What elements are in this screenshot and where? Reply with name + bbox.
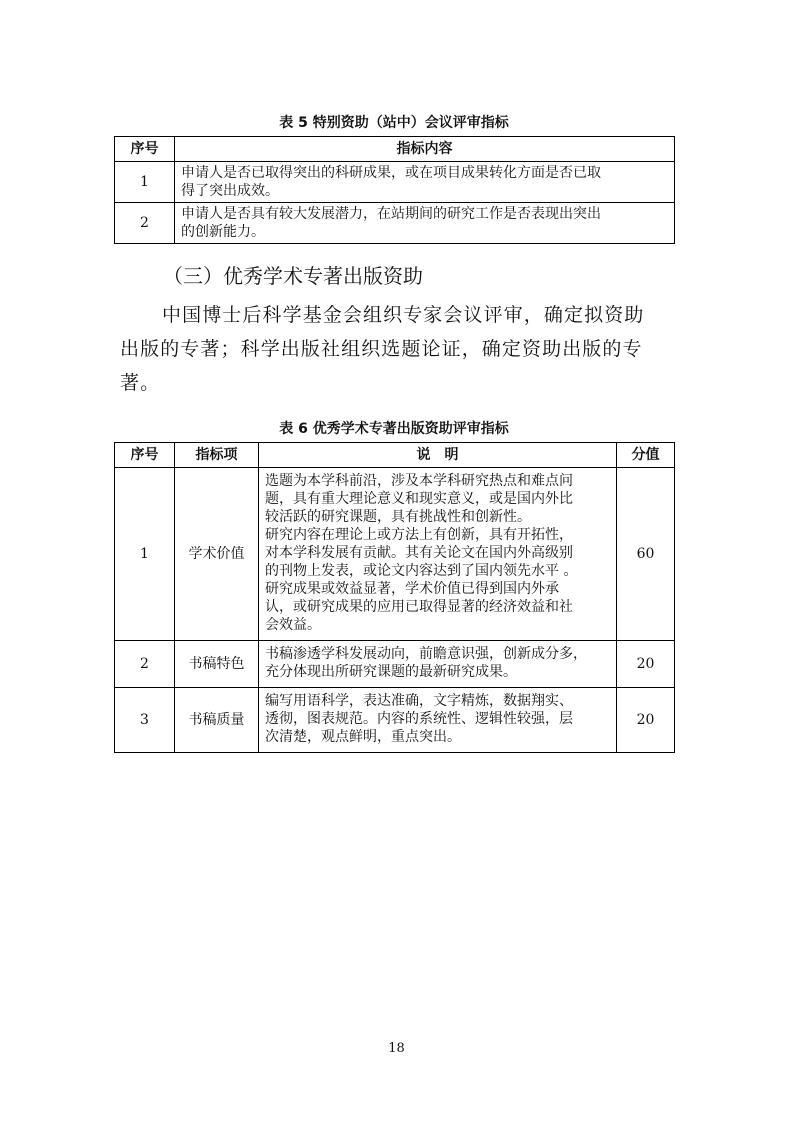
- cell-line: 编写用语科学，表达准确，文字精炼，数据翔实、: [265, 693, 573, 709]
- cell-line: 书稿渗透学科发展动向，前瞻意识强，创新成分多，: [265, 646, 587, 662]
- table6: [114, 442, 675, 753]
- table-row: [115, 468, 675, 641]
- table6-header-item: 指标项: [175, 443, 259, 468]
- paragraph-line: 中国博士后科学基金会组织专家会议评审，确定拟资助: [162, 304, 645, 326]
- table-row: [115, 688, 675, 753]
- table5-header-row: [115, 137, 675, 162]
- row-number: 1: [115, 468, 175, 641]
- paragraph-line: 著。: [120, 372, 161, 394]
- indicator-description: [259, 688, 617, 753]
- table-row: [115, 203, 675, 244]
- cell-line: 的刊物上发表，或论文内容达到了国内领先水平 。: [265, 563, 578, 579]
- score-value: 20: [617, 641, 675, 688]
- row-number: 2: [115, 203, 175, 244]
- table6-header-description: 说 明: [259, 443, 617, 468]
- cell-line: 选题为本学科前沿，涉及本学科研究热点和难点问: [265, 473, 573, 489]
- indicator-item: 书稿特色: [175, 641, 259, 688]
- indicator-description: [259, 641, 617, 688]
- cell-line: 会效益。: [265, 617, 321, 633]
- section-paragraph: [120, 298, 680, 400]
- cell-line: 研究成果或效益显著，学术价值已得到国内外承: [265, 581, 559, 597]
- table5: [114, 136, 675, 244]
- indicator-content: [175, 203, 675, 244]
- table6-header-no: 序号: [115, 443, 175, 468]
- row-number: 3: [115, 688, 175, 753]
- indicator-description: [259, 468, 617, 641]
- table6-header-row: [115, 443, 675, 468]
- cell-line: 申请人是否已取得突出的科研成果，或在项目成果转化方面是否已取: [181, 165, 601, 181]
- indicator-content: [175, 162, 675, 203]
- cell-line: 充分体现出所研究课题的最新研究成果。: [265, 664, 517, 680]
- row-number: 1: [115, 162, 175, 203]
- table5-header-content: 指标内容: [175, 137, 675, 162]
- table-row: [115, 641, 675, 688]
- table6-caption: 表 6 优秀学术专著出版资助评审指标: [279, 421, 509, 437]
- cell-line: 认，或研究成果的应用已取得显著的经济效益和社: [265, 599, 573, 615]
- cell-line: 研究内容在理论上或方法上有创新，具有开拓性，: [265, 527, 573, 543]
- page-number: 18: [388, 1041, 405, 1056]
- row-number: 2: [115, 641, 175, 688]
- table6-header-score: 分值: [617, 443, 675, 468]
- cell-line: 较活跃的研究课题，具有挑战性和创新性。: [265, 509, 531, 525]
- table5-header-no: 序号: [115, 137, 175, 162]
- cell-line: 对本学科发展有贡献。其有关论文在国内外高级别: [265, 545, 573, 561]
- score-value: 60: [617, 468, 675, 641]
- cell-line: 次清楚，观点鲜明，重点突出。: [265, 729, 461, 745]
- score-value: 20: [617, 688, 675, 753]
- cell-line: 透彻，图表规范。内容的系统性、逻辑性较强，层: [265, 711, 573, 727]
- cell-line: 题，具有重大理论意义和现实意义，或是国内外比: [265, 491, 573, 507]
- table5-caption: 表 5 特别资助（站中）会议评审指标: [279, 115, 509, 131]
- indicator-item: 学术价值: [175, 468, 259, 641]
- section-heading: （三）优秀学术专著出版资助: [163, 264, 423, 288]
- table-row: [115, 162, 675, 203]
- cell-line: 申请人是否具有较大发展潜力，在站期间的研究工作是否表现出突出: [181, 206, 601, 222]
- indicator-item: 书稿质量: [175, 688, 259, 753]
- cell-line: 的创新能力。: [181, 224, 265, 240]
- paragraph-line: 出版的专著；科学出版社组织选题论证，确定资助出版的专: [120, 338, 643, 360]
- cell-line: 得了突出成效。: [181, 183, 279, 199]
